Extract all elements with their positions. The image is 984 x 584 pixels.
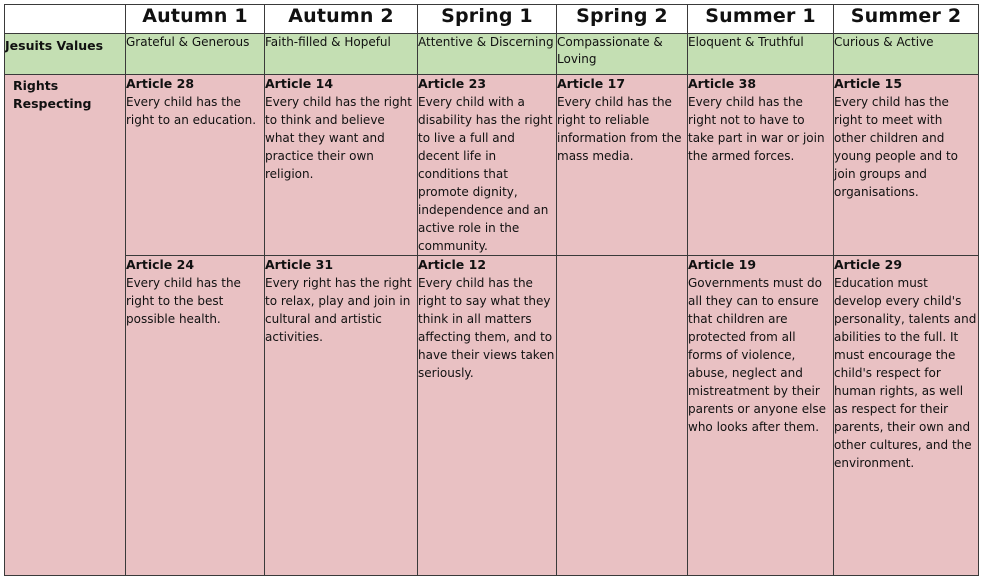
header-spring-2: Spring 2 — [557, 5, 688, 34]
curriculum-table — [4, 4, 979, 576]
header-corner-cell — [5, 5, 126, 34]
article-title: Article 19 — [688, 257, 757, 272]
header-autumn-1: Autumn 1 — [126, 5, 265, 34]
article-title: Article 12 — [418, 257, 487, 272]
article-title: Article 38 — [688, 76, 757, 91]
article-text: Every child has the right not to have to take part in war or join the armed forces. — [688, 95, 825, 163]
article-cell — [126, 75, 265, 256]
header-spring-1: Spring 1 — [418, 5, 557, 34]
article-text: Every child with a disability has the right to live a full and decent life in conditions that promote dignity, independence and an active role in the community. — [418, 95, 553, 253]
article-text: Every right has the right to relax, play and join in cultural and artistic activities. — [265, 276, 412, 344]
article-text: Every child has the right to the best possible health. — [126, 276, 241, 326]
article-title: Article 15 — [834, 76, 903, 91]
header-autumn-2: Autumn 2 — [265, 5, 418, 34]
jesuit-values-row — [5, 34, 979, 75]
header-summer-2: Summer 2 — [834, 5, 979, 34]
rights-row-2 — [5, 256, 979, 576]
article-text: Education must develop every child's personality, talents and abilities to the full. It must encourage the child's respect for human rights, as well as respect for their parents, their own and other cultures, and the environment. — [834, 276, 977, 470]
value-cell: Eloquent & Truthful — [688, 34, 834, 75]
article-text: Every child has the right to an education. — [126, 95, 257, 127]
article-text: Governments must do all they can to ensure that children are protected from all forms of violence, abuse, neglect and mistreatment by their parents or anyone else who looks after them. — [688, 276, 827, 434]
article-title: Article 29 — [834, 257, 903, 272]
value-cell: Curious & Active — [834, 34, 979, 75]
value-cell: Grateful & Generous — [126, 34, 265, 75]
value-cell: Attentive & Discerning — [418, 34, 557, 75]
article-text: Every child has the right to meet with other children and young people and to join groups and organisations. — [834, 95, 959, 199]
article-cell — [126, 256, 265, 576]
article-cell — [834, 256, 979, 576]
empty-article-cell — [557, 256, 688, 576]
value-cell: Compassionate & Loving — [557, 34, 688, 75]
article-cell — [834, 75, 979, 256]
article-cell — [688, 75, 834, 256]
rights-row-1 — [5, 75, 979, 256]
article-text: Every child has the right to reliable information from the mass media. — [557, 95, 682, 163]
article-title: Article 31 — [265, 257, 334, 272]
article-title: Article 24 — [126, 257, 195, 272]
article-title: Article 23 — [418, 76, 487, 91]
article-cell — [557, 75, 688, 256]
article-title: Article 17 — [557, 76, 626, 91]
article-text: Every child has the right to say what they think in all matters affecting them, and to have their views taken seriously. — [418, 276, 555, 380]
article-cell — [418, 256, 557, 576]
jesuit-values-label: Jesuits Values — [5, 34, 126, 75]
value-cell: Faith-filled & Hopeful — [265, 34, 418, 75]
header-row — [5, 5, 979, 34]
header-summer-1: Summer 1 — [688, 5, 834, 34]
rights-respecting-label: Rights Respecting — [5, 75, 126, 576]
article-cell — [688, 256, 834, 576]
article-cell — [265, 75, 418, 256]
article-text: Every child has the right to think and believe what they want and practice their own religion. — [265, 95, 412, 181]
article-title: Article 28 — [126, 76, 195, 91]
article-title: Article 14 — [265, 76, 334, 91]
article-cell — [418, 75, 557, 256]
article-cell — [265, 256, 418, 576]
